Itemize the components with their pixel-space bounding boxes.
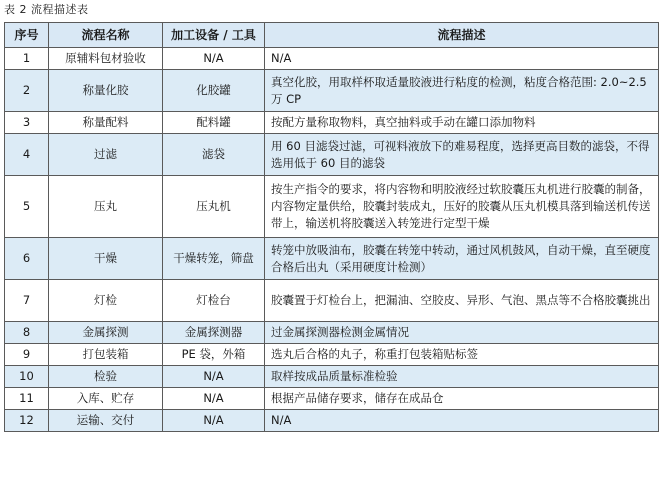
table-row xyxy=(5,112,659,134)
cell-description: 取样按成品质量标准检验 xyxy=(265,366,659,388)
cell-description: 按生产指令的要求，将内容物和明胶液经过软胶囊压丸机进行胶囊的制备，内容物定量供给，胶囊封装成丸，压好的胶囊从压丸机模具落到输送机传送带上，输送机将胶囊送入转笼进行定型干燥 xyxy=(265,176,659,238)
table-row xyxy=(5,70,659,112)
table-row xyxy=(5,322,659,344)
cell-process-name: 原辅料包材验收 xyxy=(49,48,163,70)
cell-equipment: 金属探测器 xyxy=(163,322,265,344)
cell-equipment: 化胶罐 xyxy=(163,70,265,112)
cell-equipment: PE 袋，外箱 xyxy=(163,344,265,366)
cell-process-name: 压丸 xyxy=(49,176,163,238)
cell-no: 3 xyxy=(5,112,49,134)
cell-process-name: 打包装箱 xyxy=(49,344,163,366)
table-row xyxy=(5,48,659,70)
cell-no: 2 xyxy=(5,70,49,112)
cell-process-name: 称量配料 xyxy=(49,112,163,134)
cell-no: 1 xyxy=(5,48,49,70)
cell-description: 真空化胶，用取样杯取适量胶液进行粘度的检测，粘度合格范围: 2.0~2.5 万 CP xyxy=(265,70,659,112)
cell-description: 按配方量称取物料，真空抽料或手动在罐口添加物料 xyxy=(265,112,659,134)
table-row xyxy=(5,280,659,322)
cell-equipment: N/A xyxy=(163,388,265,410)
cell-no: 7 xyxy=(5,280,49,322)
cell-equipment: 灯检台 xyxy=(163,280,265,322)
cell-description: N/A xyxy=(265,410,659,432)
cell-no: 10 xyxy=(5,366,49,388)
cell-description: N/A xyxy=(265,48,659,70)
cell-description: 用 60 目滤袋过滤，可视料液放下的难易程度，选择更高目数的滤袋，不得选用低于 60 目的滤袋 xyxy=(265,134,659,176)
cell-no: 5 xyxy=(5,176,49,238)
cell-description: 转笼中放吸油布，胶囊在转笼中转动，通过风机鼓风，自动干燥，直至硬度合格后出丸（采用硬度计检测） xyxy=(265,238,659,280)
cell-process-name: 入库、贮存 xyxy=(49,388,163,410)
cell-no: 8 xyxy=(5,322,49,344)
cell-no: 6 xyxy=(5,238,49,280)
header-equipment: 加工设备 / 工具 xyxy=(163,23,265,48)
cell-no: 11 xyxy=(5,388,49,410)
table-row xyxy=(5,238,659,280)
table-row xyxy=(5,176,659,238)
cell-process-name: 灯检 xyxy=(49,280,163,322)
cell-equipment: 配料罐 xyxy=(163,112,265,134)
table-row xyxy=(5,410,659,432)
cell-no: 9 xyxy=(5,344,49,366)
cell-description: 根据产品储存要求，储存在成品仓 xyxy=(265,388,659,410)
cell-equipment: N/A xyxy=(163,48,265,70)
cell-process-name: 运输、交付 xyxy=(49,410,163,432)
cell-process-name: 干燥 xyxy=(49,238,163,280)
cell-equipment: N/A xyxy=(163,410,265,432)
cell-description: 过金属探测器检测金属情况 xyxy=(265,322,659,344)
header-no: 序号 xyxy=(5,23,49,48)
table-row xyxy=(5,388,659,410)
cell-description: 胶囊置于灯检台上，把漏油、空胶皮、异形、气泡、黑点等不合格胶囊挑出 xyxy=(265,280,659,322)
table-row xyxy=(5,134,659,176)
table-caption: 表 2 流程描述表 xyxy=(4,3,89,16)
cell-process-name: 金属探测 xyxy=(49,322,163,344)
cell-no: 12 xyxy=(5,410,49,432)
cell-process-name: 过滤 xyxy=(49,134,163,176)
table-row xyxy=(5,366,659,388)
cell-no: 4 xyxy=(5,134,49,176)
cell-description: 选丸后合格的丸子，称重打包装箱贴标签 xyxy=(265,344,659,366)
table-header-row xyxy=(5,23,659,48)
header-process-name: 流程名称 xyxy=(49,23,163,48)
process-flow-table xyxy=(4,22,659,432)
header-description: 流程描述 xyxy=(265,23,659,48)
table-row xyxy=(5,344,659,366)
cell-equipment: 干燥转笼，筛盘 xyxy=(163,238,265,280)
cell-equipment: N/A xyxy=(163,366,265,388)
cell-process-name: 称量化胶 xyxy=(49,70,163,112)
cell-process-name: 检验 xyxy=(49,366,163,388)
cell-equipment: 滤袋 xyxy=(163,134,265,176)
cell-equipment: 压丸机 xyxy=(163,176,265,238)
